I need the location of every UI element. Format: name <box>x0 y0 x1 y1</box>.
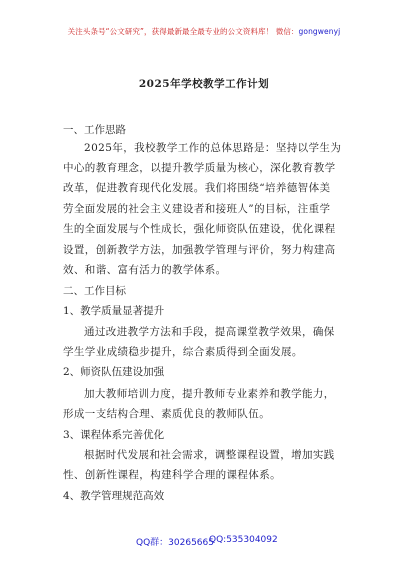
subsection-heading: 2、师资队伍建设加强 <box>63 366 165 378</box>
qq-contact-number: QQ:535304092 <box>209 535 278 545</box>
document-title: 2025年学校教学工作计划 <box>138 78 270 90</box>
paragraph-line: 效、和谐、富有活力的教学体系。 <box>63 264 227 276</box>
paragraph-line: 设置，创新教学方法，加强教学管理与评价，努力构建高 <box>63 244 336 256</box>
subsection-heading: 1、教学质量显著提升 <box>63 305 165 317</box>
paragraph-line: 加大教师培训力度，提升教师专业素养和教学能力， <box>84 388 335 400</box>
qq-group-number: QQ群：30265665 <box>136 538 214 548</box>
paragraph-line: 2025年，我校教学工作的总体思路是：坚持以学生为 <box>84 142 342 154</box>
paragraph-line: 通过改进教学方法和手段，提高课堂教学效果，确保 <box>84 326 335 338</box>
paragraph-line: 生的全面发展与个性成长，强化师资队伍建设，优化课程 <box>63 223 336 235</box>
subsection-heading: 4、教学管理规范高效 <box>63 490 165 502</box>
header-promo-note <box>0 26 408 37</box>
section-heading: 一、工作思路 <box>63 124 126 136</box>
paragraph-line: 学生学业成绩稳步提升，综合素质得到全面发展。 <box>63 346 303 358</box>
paragraph-line: 形成一支结构合理、素质优良的教师队伍。 <box>63 408 271 420</box>
paragraph-line: 劳全面发展的社会主义建设者和接班人”的目标，注重学 <box>63 203 331 215</box>
section-heading: 二、工作目标 <box>63 285 126 297</box>
paragraph-line: 根据时代发展和社会需求，调整课程设置，增加实践 <box>84 449 335 461</box>
paragraph-line: 性、创新性课程，构建科学合理的课程体系。 <box>63 469 281 481</box>
wechat-id: gongwenyj <box>298 27 341 36</box>
paragraph-line: 改革，促进教育现代化发展。我们将围绕“培养德智体美 <box>63 182 331 194</box>
promo-text: 关注头条号“公文研究”，获得最新最全最专业的公文资料库！ 微信： <box>67 27 299 36</box>
paragraph-line: 中心的教育理念，以提升教学质量为核心，深化教育教学 <box>63 162 336 174</box>
subsection-heading: 3、课程体系完善优化 <box>63 429 165 441</box>
